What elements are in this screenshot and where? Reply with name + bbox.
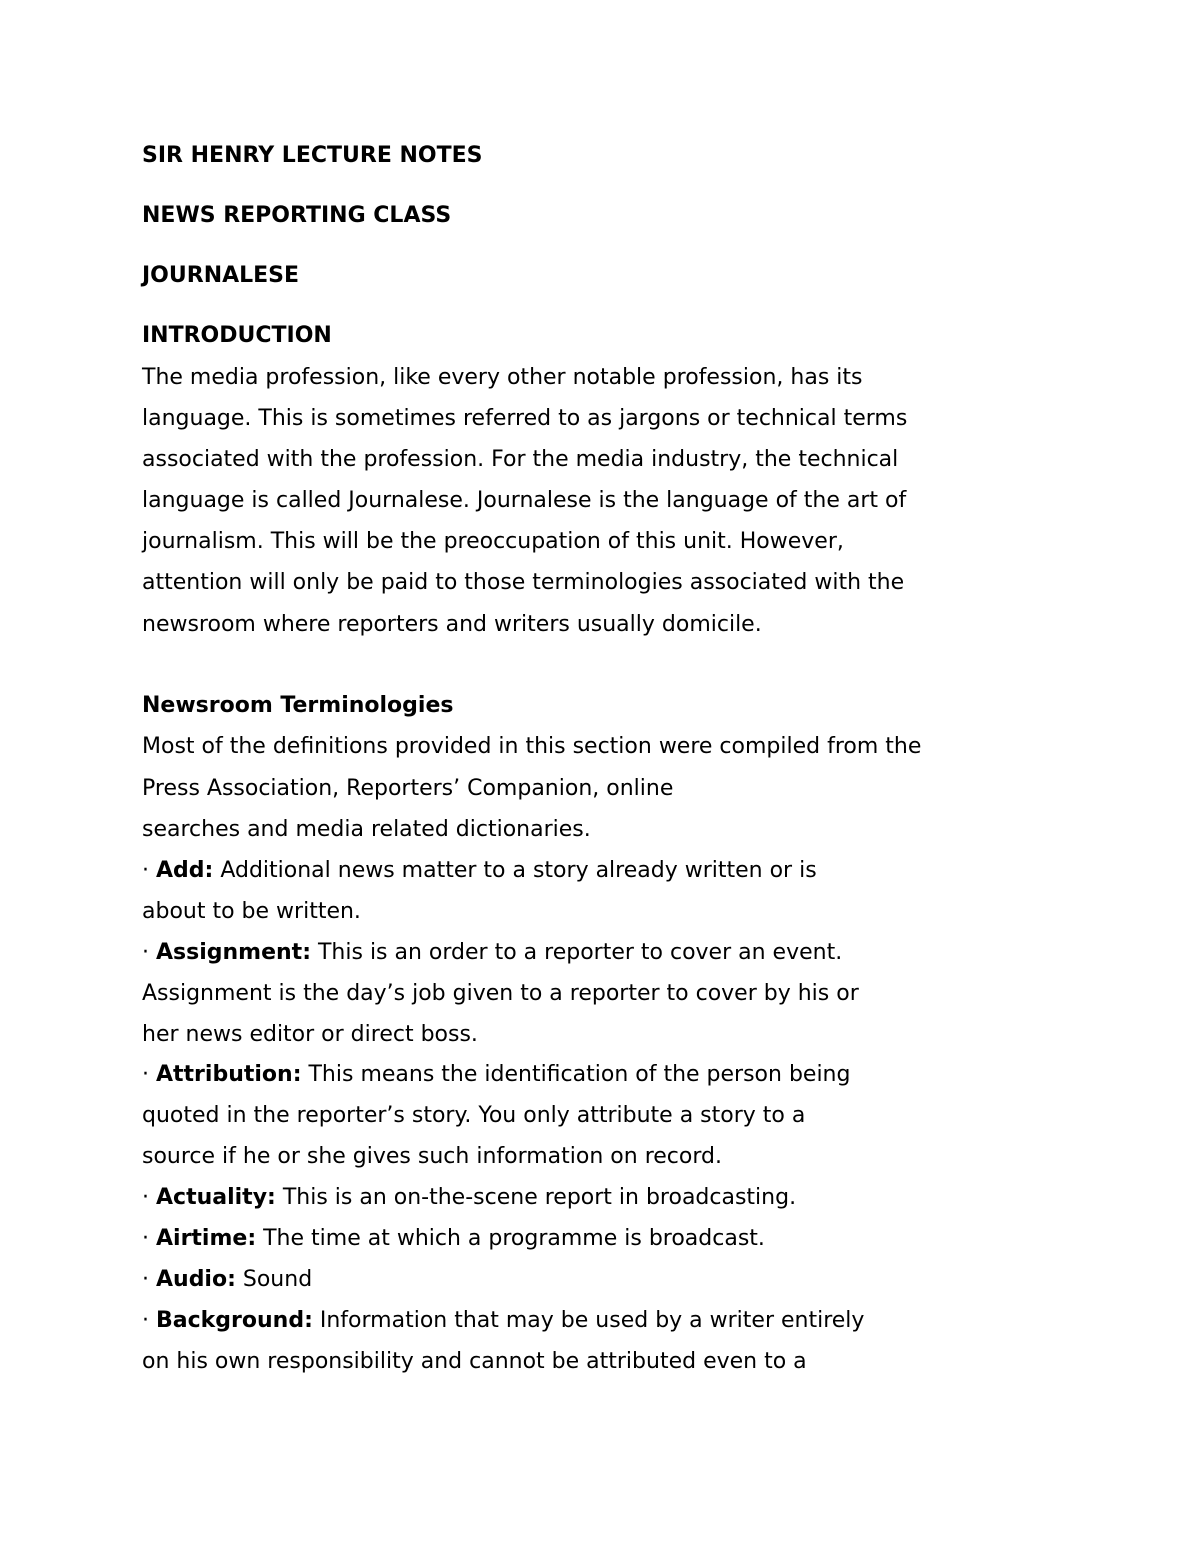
doc-class: NEWS REPORTING CLASS xyxy=(142,203,452,228)
bullet-icon: · xyxy=(142,1185,149,1210)
bullet-icon: · xyxy=(142,940,149,965)
term-label: Audio: xyxy=(156,1267,236,1292)
entry-actuality xyxy=(142,1184,796,1212)
term-label: Attribution: xyxy=(156,1062,302,1087)
term-label: Actuality: xyxy=(156,1185,276,1210)
doc-title: SIR HENRY LECTURE NOTES xyxy=(142,143,483,168)
intro-line: The media profession, like every other notable profession, has its xyxy=(142,365,863,390)
entry-continuation: source if he or she gives such information on record. xyxy=(142,1144,722,1169)
entry-audio xyxy=(142,1266,312,1294)
bullet-icon: · xyxy=(142,858,149,883)
entry-assignment xyxy=(142,939,842,967)
intro-line: journalism. This will be the preoccupation of this unit. However, xyxy=(142,529,844,554)
terminologies-line: Press Association, Reporters’ Companion, online xyxy=(142,776,674,801)
term-label: Assignment: xyxy=(156,940,311,965)
entry-continuation: Assignment is the day’s job given to a reporter to cover by his or xyxy=(142,981,859,1006)
entry-airtime xyxy=(142,1225,765,1253)
term-definition: Additional news matter to a story already written or is xyxy=(213,858,817,883)
bullet-icon: · xyxy=(142,1267,149,1292)
bullet-icon: · xyxy=(142,1308,149,1333)
intro-line: language. This is sometimes referred to as jargons or technical terms xyxy=(142,406,908,431)
entry-attribution xyxy=(142,1061,850,1089)
bullet-icon: · xyxy=(142,1062,149,1087)
entry-add xyxy=(142,857,817,885)
term-definition: The time at which a programme is broadcast. xyxy=(256,1226,765,1251)
intro-heading: INTRODUCTION xyxy=(142,323,332,348)
terminologies-line: Most of the definitions provided in this section were compiled from the xyxy=(142,734,922,759)
term-label: Add: xyxy=(156,858,214,883)
entry-continuation: her news editor or direct boss. xyxy=(142,1022,478,1047)
term-definition: This is an order to a reporter to cover an event. xyxy=(311,940,843,965)
terminologies-line: searches and media related dictionaries. xyxy=(142,817,591,842)
term-label: Airtime: xyxy=(156,1226,257,1251)
term-label: Background: xyxy=(156,1308,313,1333)
intro-line: associated with the profession. For the media industry, the technical xyxy=(142,447,899,472)
intro-line: attention will only be paid to those terminologies associated with the xyxy=(142,570,905,595)
intro-line: language is called Journalese. Journalese is the language of the art of xyxy=(142,488,907,513)
bullet-icon: · xyxy=(142,1226,149,1251)
term-definition: Information that may be used by a writer entirely xyxy=(312,1308,865,1333)
terminologies-heading: Newsroom Terminologies xyxy=(142,693,454,718)
term-definition: This is an on-the-scene report in broadcasting. xyxy=(275,1185,797,1210)
term-definition: Sound xyxy=(235,1267,313,1292)
intro-line: newsroom where reporters and writers usually domicile. xyxy=(142,612,762,637)
entry-continuation: on his own responsibility and cannot be attributed even to a xyxy=(142,1349,807,1374)
entry-background xyxy=(142,1307,864,1335)
doc-topic: JOURNALESE xyxy=(142,263,300,288)
entry-continuation: quoted in the reporter’s story. You only attribute a story to a xyxy=(142,1103,806,1128)
entry-continuation: about to be written. xyxy=(142,899,361,924)
term-definition: This means the identification of the person being xyxy=(301,1062,851,1087)
